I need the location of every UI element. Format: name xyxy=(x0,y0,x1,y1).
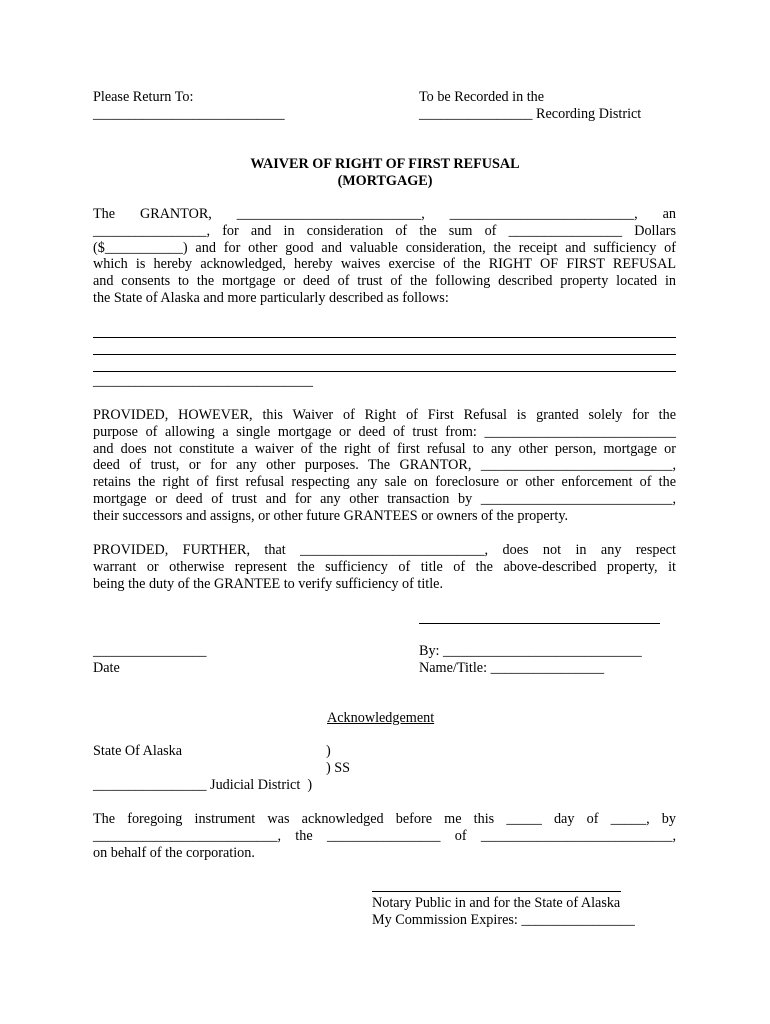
acknowledgement-paragraph xyxy=(93,811,676,861)
paragraph-line: retains the right of first refusal respecting any sale on foreclosure or other enforcement of the xyxy=(93,474,676,491)
document-subtitle: (MORTGAGE) xyxy=(337,173,433,189)
state-label: State Of Alaska xyxy=(93,743,183,759)
paragraph-line: PROVIDED, HOWEVER, this Waiver of Right of First Refusal is granted solely for the xyxy=(93,407,676,423)
paragraph-line: the State of Alaska and more particularly described as follows: xyxy=(93,289,449,306)
paragraph-line: PROVIDED, FURTHER, that __________________________, does not in any respect xyxy=(93,542,676,558)
name-title-line: Name/Title: ________________ xyxy=(419,660,605,676)
paragraph-line: The GRANTOR, __________________________, __________________________, an xyxy=(93,206,676,222)
provided-further-paragraph xyxy=(93,542,676,592)
commission-expires-line: My Commission Expires: ________________ xyxy=(372,912,635,928)
paragraph-line: their successors and assigns, or other future GRANTEES or owners of the property. xyxy=(93,507,569,524)
recorded-in-label: To be Recorded in the xyxy=(419,89,545,105)
recording-district-line: ________________ Recording District xyxy=(419,106,642,122)
signature-line xyxy=(419,623,660,624)
by-line: By: ____________________________ xyxy=(419,643,642,659)
grantor-paragraph xyxy=(93,206,676,307)
document-title: WAIVER OF RIGHT OF FIRST REFUSAL xyxy=(250,156,520,172)
description-line xyxy=(93,371,676,372)
description-line xyxy=(93,337,676,338)
paragraph-line: warrant or otherwise represent the sufficiency of title of the above-described property, it xyxy=(93,558,676,575)
paragraph-line: mortgage or deed of trust and for any other transaction by ___________________________, xyxy=(93,490,676,507)
acknowledgement-heading: Acknowledgement xyxy=(327,710,435,726)
paragraph-line: which is hereby acknowledged, hereby waives exercise of the RIGHT OF FIRST REFUSAL xyxy=(93,256,676,273)
return-to-label: Please Return To: xyxy=(93,89,194,105)
return-to-blank: ___________________________ xyxy=(93,106,285,122)
venue-paren: ) xyxy=(326,743,331,759)
judicial-district-line: ________________ Judicial District ) xyxy=(93,777,313,793)
date-blank: ________________ xyxy=(93,643,207,659)
date-label: Date xyxy=(93,660,120,676)
ss-label: ) SS xyxy=(326,760,351,776)
provided-however-paragraph xyxy=(93,407,676,525)
paragraph-line: deed of trust, or for any other purposes. The GRANTOR, ___________________________, xyxy=(93,457,676,474)
paragraph-line: on behalf of the corporation. xyxy=(93,844,255,861)
paragraph-line: and consents to the mortgage or deed of trust of the following described property located in xyxy=(93,273,676,290)
paragraph-line: and does not constitute a waiver of the right of first refusal to any other person, mortgage or xyxy=(93,440,676,457)
description-line xyxy=(93,354,676,355)
paragraph-line: The foregoing instrument was acknowledged before me this _____ day of _____, by xyxy=(93,811,676,827)
paragraph-line: ($___________) and for other good and valuable consideration, the receipt and sufficiency of xyxy=(93,239,676,256)
description-line-last: _______________________________ xyxy=(93,373,313,389)
paragraph-line: __________________________, the ________________ of ___________________________, xyxy=(93,827,676,844)
paragraph-line: ________________, for and in consideration of the sum of ________________ Dollars xyxy=(93,222,676,239)
notary-public-label: Notary Public in and for the State of Alaska xyxy=(372,895,621,911)
notary-signature-line xyxy=(372,891,621,892)
paragraph-line: purpose of allowing a single mortgage or deed of trust from: ___________________________ xyxy=(93,423,676,440)
paragraph-line: being the duty of the GRANTEE to verify sufficiency of title. xyxy=(93,575,444,592)
